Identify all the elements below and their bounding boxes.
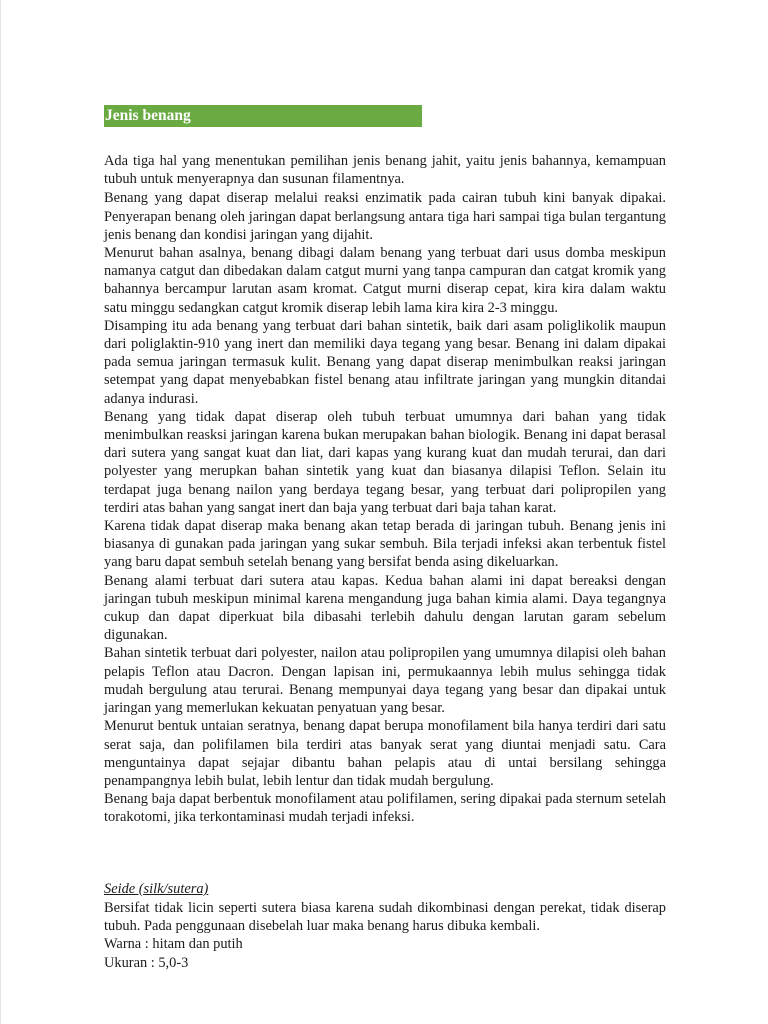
section-heading-jenis-benang: Jenis benang [104,105,422,127]
section-body-jenis-benang [104,152,666,827]
paragraph: Benang baja dapat berbentuk monofilament atau polifilamen, sering dipakai pada sternum setelah torakotomi, jika terkontaminasi mudah terjadi infeksi. [104,791,666,826]
paragraph: Karena tidak dapat diserap maka benang akan tetap berada di jaringan tubuh. Benang jenis ini biasanya di gunakan pada jaringan yang sukar sembuh. Bila terjadi infeksi akan terbentuk fistel yang baru dapat sembuh setelah benang yang bersifat benda asing dikeluarkan. [104,518,666,571]
section-body-seide [104,899,666,972]
seide-description: Bersifat tidak licin seperti sutera biasa karena sudah dikombinasi dengan perekat, tidak diserap tubuh. Pada penggunaan disebelah luar maka benang harus dibuka kembali. [104,900,666,935]
paragraph: Benang yang tidak dapat diserap oleh tubuh terbuat umumnya dari bahan yang tidak menimbulkan reasksi jaringan karena bukan merupakan bahan biologik. Benang ini dapat berasal dari sutera yang sangat kuat dan liat, dari kapas yang kurang kuat dan mudah terurai, dan dari polyester yang merupkan bahan sintetik yang kuat dan biasanya dilapisi Teflon. Selain itu terdapat juga benang nailon yang berdaya tegang besar, yang terbuat dari polipropilen yang terdiri atas bahan yang sangat inert dan baja yang terbuat dari baja tahan karat. [104,408,666,516]
paragraph: Menurut bahan asalnya, benang dibagi dalam benang yang terbuat dari usus domba meskipun namanya catgut dan dibedakan dalam catgut murni yang tanpa campuran dan catgat kromik yang bahannya bercampur larutan asam kromat. Catgut murni diserap cepat, kira kira dalam waktu satu minggu sedangkan catgut kromik diserap lebih lama kira kira 2-3 minggu. [104,245,666,316]
paragraph: Bahan sintetik terbuat dari polyester, nailon atau polipropilen yang umumnya dilapisi oleh bahan pelapis Teflon atau Dacron. Dengan lapisan ini, permukaannya lebih mulus sehingga tidak mudah bergulung atau terurai. Benang mempunyai daya tegang yang besar dan dipakai untuk jaringan yang memerlukan kekuatan penyatuan yang besar. [104,645,666,717]
seide-color-spec: Warna : hitam dan putih [104,936,243,953]
seide-size-spec: Ukuran : 5,0-3 [104,954,189,971]
paragraph: Menurut bentuk untaian seratnya, benang dapat berupa monofilament bila hanya terdiri dari satu serat saja, dan polifilamen bila terdiri atas banyak serat yang diuntai menjadi satu. Cara menguntainya dapat sejajar dibantu bahan pelapis atau di untai bersilang sehingga penampangnya lebih bulat, lebih lentur dan tidak mudah bergulung. [104,718,666,789]
paragraph: Disamping itu ada benang yang terbuat dari bahan sintetik, baik dari asam poliglikolik maupun dari poliglaktin-910 yang inert dan memiliki daya tegang yang besar. Benang ini dalam dipakai pada semua jaringan termasuk kulit. Benang yang dapat diserap menimbulkan reaksi jaringan setempat yang dapat menyebabkan fistel benang atau infiltrate jaringan yang mungkin ditandai adanya indurasi. [104,317,666,407]
page-edge [0,0,1,1024]
paragraph: Benang yang dapat diserap melalui reaksi enzimatik pada cairan tubuh kini banyak dipakai. Penyerapan benang oleh jaringan dapat berlangsung antara tiga hari sampai tiga bulan tergantung jenis benang dan kondisi jaringan yang dijahit. [104,190,666,243]
section-heading-seide: Seide (silk/sutera) [104,881,209,897]
paragraph: Ada tiga hal yang menentukan pemilihan jenis benang jahit, yaitu jenis bahannya, kemampuan tubuh untuk menyerapnya dan susunan filamentnya. [104,153,666,188]
paragraph: Benang alami terbuat dari sutera atau kapas. Kedua bahan alami ini dapat bereaksi dengan jaringan tubuh meskipun minimal karena mengandung juga bahan kimia alami. Daya tegangnya cukup dan dapat diperkuat bila dibasahi terlebih dahulu dengan larutan garam sebelum digunakan. [104,572,666,644]
